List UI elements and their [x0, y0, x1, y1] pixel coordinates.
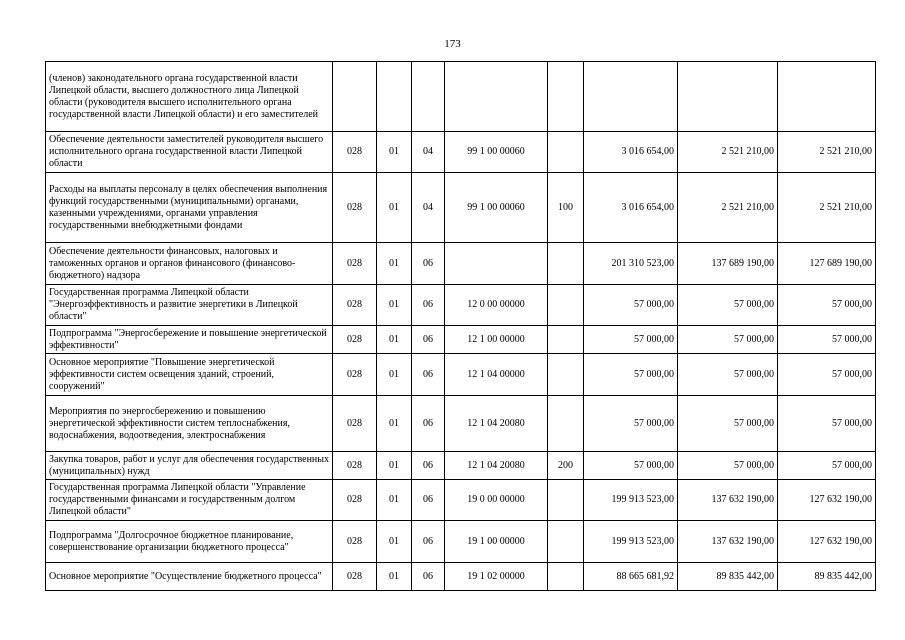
table-row	[46, 326, 876, 354]
ministry-code: 028	[333, 521, 377, 563]
target-article-code: 19 1 02 00000	[445, 563, 548, 591]
row-name: Обеспечение деятельности финансовых, налоговых и таможенных органов и органов финансового (финансово-бюджетного) надзора	[46, 243, 333, 285]
section-code: 01	[377, 480, 412, 521]
section-code: 01	[377, 452, 412, 480]
amount-year-2: 57 000,00	[678, 354, 778, 396]
table-row	[46, 173, 876, 243]
section-code: 01	[377, 521, 412, 563]
target-article-code	[445, 243, 548, 285]
expense-type-code	[548, 354, 584, 396]
expense-type-code: 200	[548, 452, 584, 480]
section-code: 01	[377, 396, 412, 452]
subsection-code: 04	[412, 173, 445, 243]
table-row	[46, 243, 876, 285]
target-article-code	[445, 62, 548, 132]
subsection-code: 06	[412, 243, 445, 285]
amount-year-3: 127 632 190,00	[778, 480, 876, 521]
ministry-code: 028	[333, 326, 377, 354]
table-row	[46, 132, 876, 173]
subsection-code: 06	[412, 285, 445, 326]
amount-year-2: 2 521 210,00	[678, 173, 778, 243]
expense-type-code	[548, 521, 584, 563]
amount-year-3: 57 000,00	[778, 326, 876, 354]
row-name: Обеспечение деятельности заместителей руководителя высшего исполнительного органа государственной власти Липецкой области	[46, 132, 333, 173]
amount-year-2: 137 689 190,00	[678, 243, 778, 285]
expense-type-code	[548, 326, 584, 354]
subsection-code: 04	[412, 132, 445, 173]
target-article-code: 12 1 04 00000	[445, 354, 548, 396]
amount-year-1: 57 000,00	[584, 452, 678, 480]
target-article-code: 99 1 00 00060	[445, 173, 548, 243]
expense-type-code	[548, 62, 584, 132]
ministry-code: 028	[333, 396, 377, 452]
amount-year-1: 199 913 523,00	[584, 480, 678, 521]
amount-year-1: 57 000,00	[584, 285, 678, 326]
section-code: 01	[377, 243, 412, 285]
section-code: 01	[377, 326, 412, 354]
amount-year-3: 127 632 190,00	[778, 521, 876, 563]
section-code: 01	[377, 285, 412, 326]
target-article-code: 19 1 00 00000	[445, 521, 548, 563]
section-code: 01	[377, 563, 412, 591]
subsection-code: 06	[412, 521, 445, 563]
target-article-code: 99 1 00 00060	[445, 132, 548, 173]
subsection-code	[412, 62, 445, 132]
amount-year-1: 3 016 654,00	[584, 132, 678, 173]
subsection-code: 06	[412, 480, 445, 521]
ministry-code	[333, 62, 377, 132]
amount-year-1: 3 016 654,00	[584, 173, 678, 243]
expense-type-code	[548, 285, 584, 326]
amount-year-2: 57 000,00	[678, 285, 778, 326]
subsection-code: 06	[412, 354, 445, 396]
amount-year-3	[778, 62, 876, 132]
budget-table	[45, 61, 876, 591]
subsection-code: 06	[412, 452, 445, 480]
amount-year-3: 57 000,00	[778, 396, 876, 452]
amount-year-3: 2 521 210,00	[778, 132, 876, 173]
table-row	[46, 354, 876, 396]
target-article-code: 12 1 04 20080	[445, 396, 548, 452]
ministry-code: 028	[333, 173, 377, 243]
amount-year-2: 57 000,00	[678, 396, 778, 452]
amount-year-1	[584, 62, 678, 132]
row-name: (членов) законодательного органа государственной власти Липецкой области, высшего должностного лица Липецкой области (руководителя высшего исполнительного органа государственной власти Липецкой области) и его заместителей	[46, 62, 333, 132]
amount-year-1: 57 000,00	[584, 396, 678, 452]
row-name: Подпрограмма "Энергосбережение и повышение энергетической эффективности"	[46, 326, 333, 354]
row-name: Подпрограмма "Долгосрочное бюджетное планирование, совершенствование организации бюджетного процесса"	[46, 521, 333, 563]
amount-year-3: 57 000,00	[778, 285, 876, 326]
amount-year-2: 57 000,00	[678, 452, 778, 480]
subsection-code: 06	[412, 326, 445, 354]
target-article-code: 12 1 04 20080	[445, 452, 548, 480]
table-row	[46, 396, 876, 452]
row-name: Государственная программа Липецкой области "Управление государственными финансами и государственным долгом Липецкой области"	[46, 480, 333, 521]
ministry-code: 028	[333, 132, 377, 173]
amount-year-1: 57 000,00	[584, 326, 678, 354]
amount-year-2: 57 000,00	[678, 326, 778, 354]
expense-type-code	[548, 243, 584, 285]
amount-year-3: 57 000,00	[778, 354, 876, 396]
amount-year-1: 201 310 523,00	[584, 243, 678, 285]
section-code	[377, 62, 412, 132]
expense-type-code	[548, 132, 584, 173]
subsection-code: 06	[412, 563, 445, 591]
table-row	[46, 452, 876, 480]
amount-year-2: 137 632 190,00	[678, 521, 778, 563]
amount-year-1: 57 000,00	[584, 354, 678, 396]
amount-year-2: 137 632 190,00	[678, 480, 778, 521]
subsection-code: 06	[412, 396, 445, 452]
amount-year-3: 2 521 210,00	[778, 173, 876, 243]
ministry-code: 028	[333, 480, 377, 521]
ministry-code: 028	[333, 285, 377, 326]
amount-year-2: 2 521 210,00	[678, 132, 778, 173]
target-article-code: 12 1 00 00000	[445, 326, 548, 354]
section-code: 01	[377, 354, 412, 396]
amount-year-3: 57 000,00	[778, 452, 876, 480]
ministry-code: 028	[333, 452, 377, 480]
ministry-code: 028	[333, 243, 377, 285]
section-code: 01	[377, 132, 412, 173]
amount-year-2	[678, 62, 778, 132]
table-row	[46, 521, 876, 563]
expense-type-code	[548, 480, 584, 521]
row-name: Расходы на выплаты персоналу в целях обеспечения выполнения функций государственными (муниципальными) органами, казенными учреждениями, органами управления государственными внебюджетными фондами	[46, 173, 333, 243]
amount-year-2: 89 835 442,00	[678, 563, 778, 591]
expense-type-code	[548, 396, 584, 452]
section-code: 01	[377, 173, 412, 243]
ministry-code: 028	[333, 354, 377, 396]
target-article-code: 12 0 00 00000	[445, 285, 548, 326]
row-name: Основное мероприятие "Осуществление бюджетного процесса"	[46, 563, 333, 591]
expense-type-code: 100	[548, 173, 584, 243]
ministry-code: 028	[333, 563, 377, 591]
table-row	[46, 285, 876, 326]
expense-type-code	[548, 563, 584, 591]
amount-year-3: 89 835 442,00	[778, 563, 876, 591]
amount-year-1: 88 665 681,92	[584, 563, 678, 591]
amount-year-3: 127 689 190,00	[778, 243, 876, 285]
row-name: Мероприятия по энергосбережению и повышению энергетической эффективности систем теплоснабжения, водоснабжения, водоотведения, электроснабжения	[46, 396, 333, 452]
table-row	[46, 563, 876, 591]
target-article-code: 19 0 00 00000	[445, 480, 548, 521]
row-name: Основное мероприятие "Повышение энергетической эффективности систем освещения зданий, строений, сооружений"	[46, 354, 333, 396]
row-name: Государственная программа Липецкой области "Энергоэффективность и развитие энергетики в Липецкой области"	[46, 285, 333, 326]
amount-year-1: 199 913 523,00	[584, 521, 678, 563]
row-name: Закупка товаров, работ и услуг для обеспечения государственных (муниципальных) нужд	[46, 452, 333, 480]
page-number: 173	[444, 38, 461, 50]
table-row	[46, 480, 876, 521]
table-row	[46, 62, 876, 132]
